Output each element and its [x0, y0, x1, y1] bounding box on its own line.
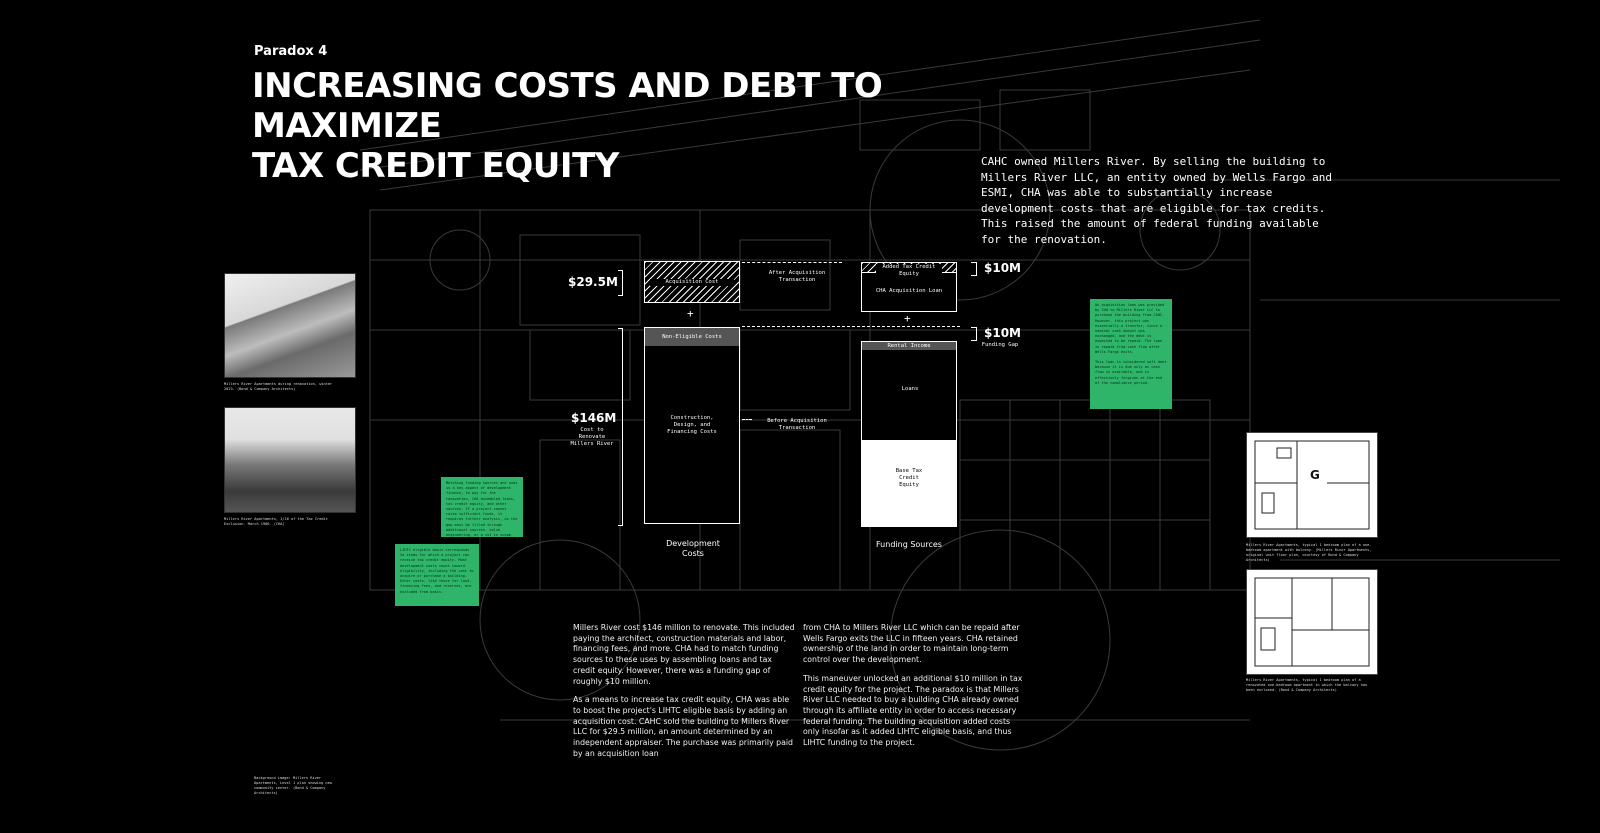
bar-rental-income: Rental Income	[862, 342, 956, 350]
dash-after-bottom	[742, 326, 960, 327]
photo-historic-caption: Millers River Apartments, 1/16 of the Tax Credit Exclusion. March 1986. (CHA)	[224, 517, 328, 526]
note-funding-sources: Matching funding sources and uses is a key aspect of development finance, to pay for the renovation, CHA assembled loans, tax credit equity, and other sources. If a project cannot raise sufficient funds, it requires further analysis, as the gap must be filled through additional sources, value engineering, or a cut in scope.	[441, 477, 523, 537]
title-line-2: TAX CREDIT EQUITY	[252, 146, 619, 186]
body-paragraph: This maneuver unlocked an additional $10 million in tax credit equity for the project. The paradox is that Millers River LLC needed to buy a building CHA already owned through its affiliate entity in order to access necessary federal funding. The building acquisition added costs only insofar as it added LIHTC eligible basis, and thus LIHTC funding to the project.	[803, 673, 1023, 748]
label-cha-loan: CHA Acquisition Loan	[875, 288, 943, 294]
bracket-acquisition	[618, 270, 623, 296]
note-acquisition-loan: An acquisition loan was provided by CHA to Millers River LLC to purchase the building from CAHC. However, this project was essentially a transfer, since a nominal cash amount was exchanged, and the debt is expected to be repaid. The loan is repaid from cash flow after Wells Fargo exits. This loan is considered soft debt because it is due only as cash flow is available, and is effectively forgiven at the end of the compliance period.	[1090, 299, 1172, 409]
note-eligible-basis: LIHTC eligible basis corresponds to items for which a project can receive tax credit equity. Most development costs count toward eligibility, including the cost to acquire or purchase a building. Other costs, like those for land, financing fees, and reserves, are excluded from basis.	[395, 544, 479, 606]
value-acquisition: $29.5M	[568, 275, 618, 289]
label-funding-gap: Funding Gap	[981, 342, 1019, 348]
body-paragraph: from CHA to Millers River LLC which can be repaid after Wells Fargo exits the LLC in fifteen years. CHA retained ownership of the land in order to maintain long-term control over the development.	[803, 623, 1020, 665]
label-base-equity: Base Tax Credit Equity	[895, 468, 923, 488]
plus-right: +	[904, 312, 911, 325]
photo-renovation-caption: Millers River Apartments during renovation, winter 2023. (Bond & Company Architects)	[224, 382, 333, 391]
photo-historic	[224, 407, 356, 513]
label-before-transaction: Before Acquisition Transaction	[767, 418, 827, 431]
label-after-transaction: After Acquisition Transaction	[768, 270, 826, 283]
body-paragraph: As a means to increase tax credit equity, CHA was able to boost the project's LIHTC eligible basis by adding an acquisition cost. CAHC sold the building to Millers River LLC for $29.5 million, an amount determined by an independent appraiser. The purchase was primarily paid by an acquisition loan	[573, 695, 794, 758]
value-top-right: $10M	[984, 261, 1021, 275]
dash-after-top	[742, 262, 842, 263]
bar-non-eligible: Non-Eligible Costs	[645, 328, 739, 346]
bracket-cost	[618, 328, 623, 526]
body-column-1	[573, 623, 795, 767]
label-acquisition-cost: Acquisition Cost	[650, 279, 734, 286]
label-cost-to-renovate: Cost to Renovate Millers River	[570, 427, 614, 447]
plus-left: +	[687, 307, 694, 320]
photo-renovation	[224, 273, 356, 378]
floor-plan-renovated-caption: Millers River Apartments, typical 1 bedroom plan of a renovated one-bedroom apartment in which the balcony has been enclosed. (Bond & Company Architects)	[1246, 678, 1368, 692]
page-title	[252, 66, 1052, 186]
label-loans: Loans	[901, 386, 919, 392]
title-line-1: INCREASING COSTS AND DEBT TO MAXIMIZE	[252, 66, 883, 146]
value-gap: $10M	[984, 326, 1021, 340]
floor-plan-original	[1246, 432, 1378, 538]
intro-text: CAHC owned Millers River. By selling the building to Millers River LLC, an entity owned by Wells Fargo and ESMI, CHA was able to substantially increase development costs that are eligible for tax credits. This raised the amount of federal funding available for the renovation.	[981, 155, 1332, 246]
dash-before	[742, 419, 752, 420]
background-image-caption: Background image: Millers River Apartments, Level 1 plan showing new community center. (Bond & Company Architects)	[254, 776, 332, 795]
value-cost: $146M	[571, 411, 617, 425]
floor-plan-renovated	[1246, 569, 1378, 675]
body-column-2	[803, 623, 1025, 757]
bracket-gap	[971, 327, 977, 341]
label-development-costs: Development Costs	[666, 539, 720, 558]
body-paragraph: Millers River cost $146 million to renovate. This included paying the architect, construction materials and labor, financing fees, and more. CHA had to match funding sources to these uses by assembling loans and tax credit equity. However, there was a funding gap of roughly $10 million.	[573, 623, 795, 686]
kicker: Paradox 4	[254, 44, 328, 59]
bracket-top-right	[971, 262, 977, 276]
svg-text:G: G	[1310, 468, 1320, 482]
floor-plan-original-caption: Millers River Apartments, typical 1 bedroom plan of a one-bedroom apartment with balcony. (Millers River Apartments, original unit floor plan, courtesy of Bond & Company Architects)	[1246, 543, 1372, 562]
label-construction: Construction, Design, and Financing Costs	[667, 415, 717, 435]
label-funding-sources: Funding Sources	[876, 540, 942, 549]
label-added-equity: Added Tax Credit Equity	[876, 264, 942, 278]
